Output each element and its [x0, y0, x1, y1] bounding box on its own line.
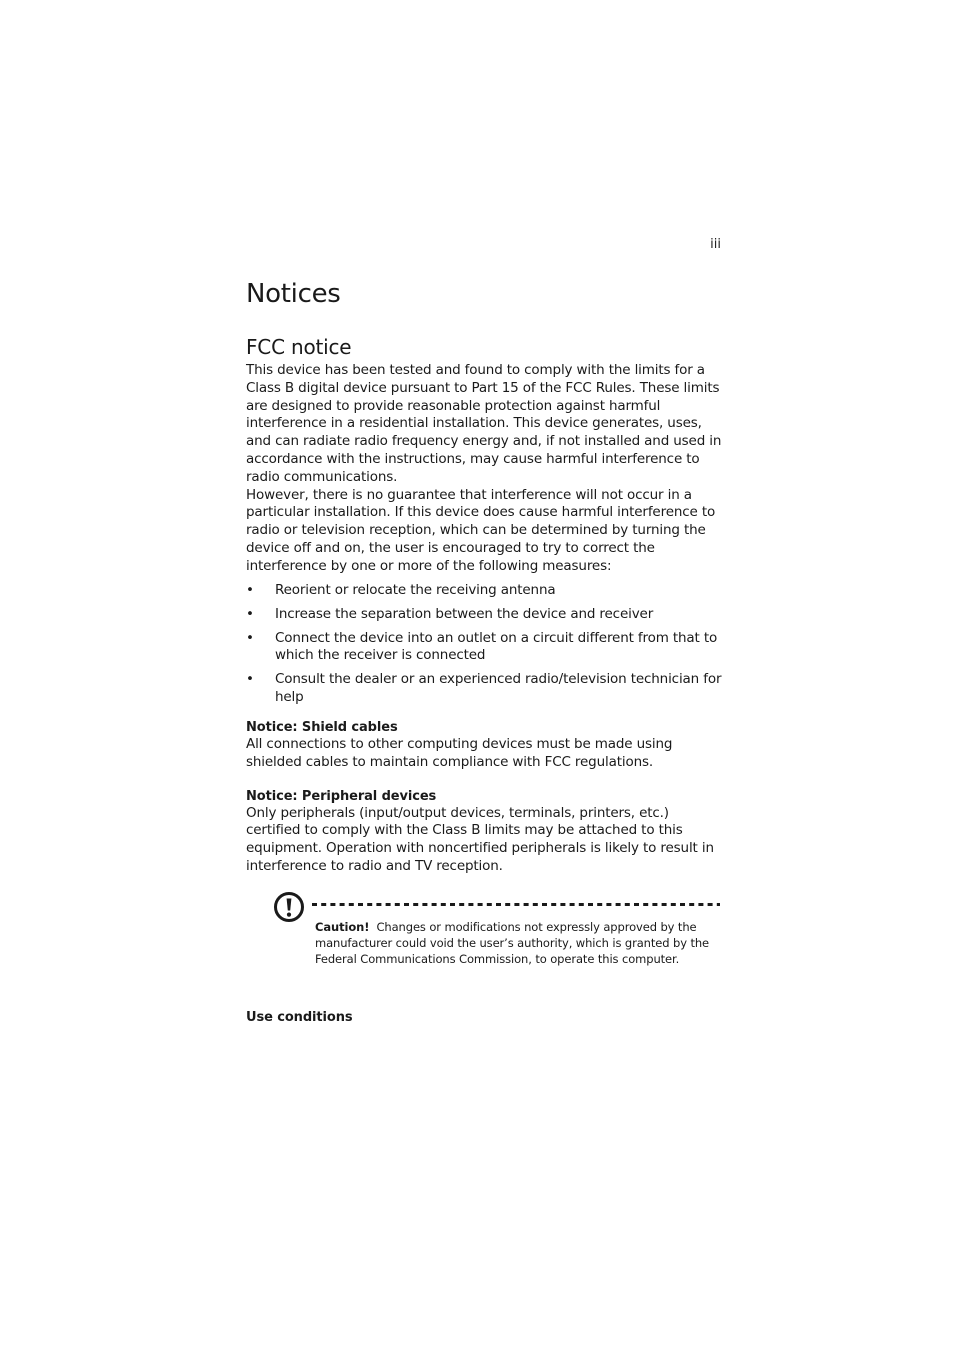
- bullet-icon: •: [246, 605, 254, 622]
- list-item: [246, 582, 722, 600]
- caution-label: Caution!: [315, 919, 370, 934]
- list-item-text: Consult the dealer or an experienced radio/television technician for help: [275, 671, 722, 706]
- bullet-icon: •: [246, 629, 254, 646]
- list-item: [246, 606, 722, 624]
- peripheral-devices-heading: Notice: Peripheral devices: [246, 788, 437, 804]
- list-item: [246, 630, 722, 666]
- fcc-paragraph-2: However, there is no guarantee that interference will not occur in a particular installation. If this device does cause harmful interference to radio or television reception, which can be determined by turning the device off and on, the user is encouraged to try to correct the interference by one or more of the following measures:: [246, 486, 716, 574]
- page-number: iii: [710, 237, 721, 252]
- measures-list: [246, 582, 722, 707]
- peripheral-devices-text: Only peripherals (input/output devices, terminals, printers, etc.) certified to comply with the Class B limits may be attached to this equipment. Operation with noncertified peripherals is likely to result in interference to radio and TV reception.: [246, 804, 714, 874]
- exclamation-circle-icon: [273, 891, 305, 923]
- bullet-icon: •: [246, 671, 254, 688]
- shield-cables-heading: Notice: Shield cables: [246, 719, 398, 735]
- document-content: [246, 276, 722, 1026]
- section-title: FCC notice: [246, 335, 352, 359]
- caution-text: [315, 919, 715, 967]
- dotted-divider: [312, 903, 720, 906]
- shield-cables-text: All connections to other computing devices must be made using shielded cables to maintain compliance with FCC regulations.: [246, 735, 673, 770]
- page-title: Notices: [246, 279, 341, 309]
- list-item-text: Connect the device into an outlet on a circuit different from that to which the receiver is connected: [275, 629, 718, 664]
- bullet-icon: •: [246, 581, 254, 598]
- list-item-text: Increase the separation between the device and receiver: [275, 605, 654, 622]
- caution-body: Changes or modifications not expressly approved by the manufacturer could void the user’s authority, which is granted by the Federal Communications Commission, to operate this computer.: [315, 919, 710, 966]
- use-conditions-heading: Use conditions: [246, 1009, 353, 1025]
- caution-note: [246, 891, 722, 991]
- list-item-text: Reorient or relocate the receiving antenna: [275, 581, 556, 598]
- list-item: [246, 671, 722, 707]
- fcc-paragraph-1: This device has been tested and found to comply with the limits for a Class B digital device pursuant to Part 15 of the FCC Rules. These limits are designed to provide reasonable protection against harmful interference in a residential installation. This device generates, uses, and can radiate radio frequency energy and, if not installed and used in accordance with the instructions, may cause harmful interference to radio communications.: [246, 362, 722, 485]
